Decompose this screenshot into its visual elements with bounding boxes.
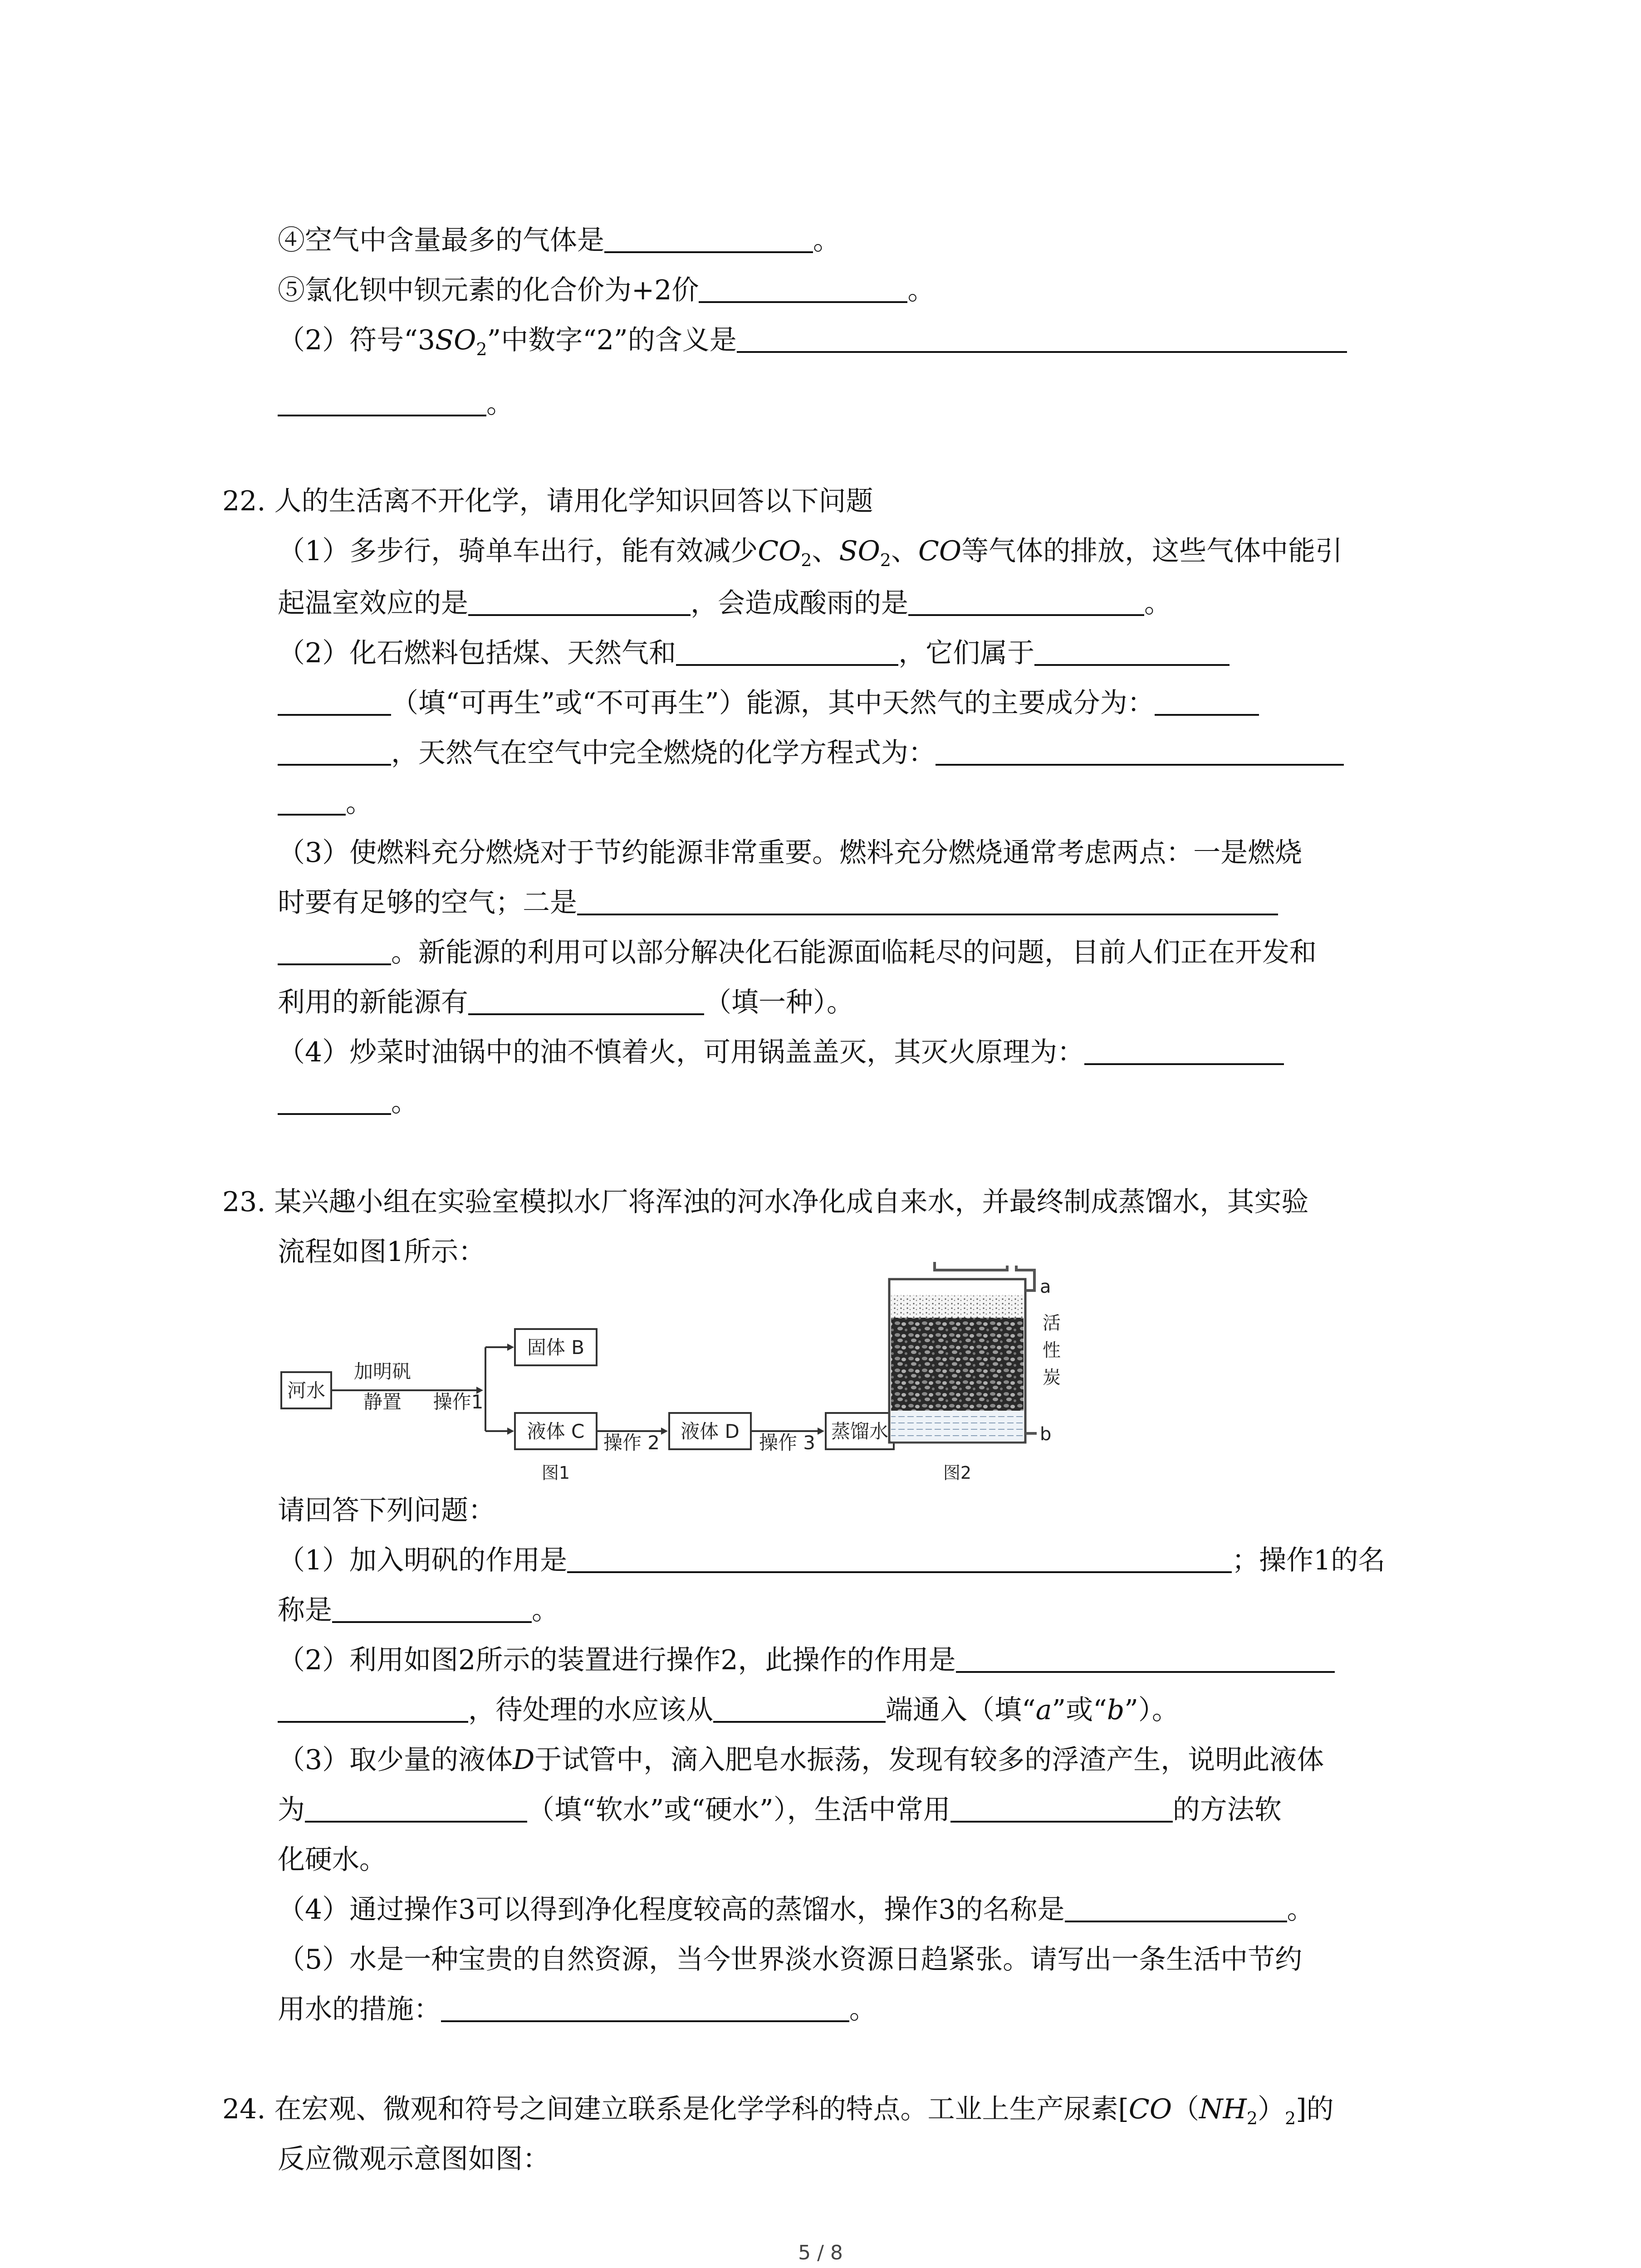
label-liquid-c: 液体 C bbox=[527, 1420, 585, 1442]
q22-p4-line2: 。 bbox=[278, 1089, 418, 1116]
answer-blank[interactable] bbox=[278, 940, 391, 965]
q22-p1-line1: （1）多步行，骑单车出行，能有效减少$CO_2$、$SO_2$、CO等气体的排放，这些气体中能引 bbox=[278, 535, 1343, 570]
q22-p2-line4: 。 bbox=[278, 789, 373, 816]
answer-blank[interactable] bbox=[1084, 1040, 1284, 1065]
answer-blank[interactable] bbox=[737, 327, 1347, 353]
label-xing: 性 bbox=[1043, 1340, 1061, 1361]
q23-p2-line1: （2）利用如图2所示的装置进行操作2，此操作的作用是 bbox=[278, 1647, 1335, 1674]
q21-part2: （2）符号“$3SO_2$”中数字“2”的含义是 bbox=[278, 327, 1347, 358]
q23-p3-line1: （3）取少量的液体D于试管中，滴入肥皂水振荡，发现有较多的浮渣产生，说明此液体 bbox=[278, 1744, 1324, 1776]
q23-ask: 请回答下列问题： bbox=[278, 1495, 495, 1526]
answer-blank[interactable] bbox=[567, 1548, 1232, 1573]
label-river: 河水 bbox=[287, 1379, 326, 1402]
label-add-alum: 加明矾 bbox=[353, 1360, 411, 1383]
q23-stem-line1: 23. 某兴趣小组在实验室模拟水厂将浑浊的河水净化成自来水，并最终制成蒸馏水，其实验 bbox=[222, 1186, 1309, 1218]
label-op2: 操作 2 bbox=[603, 1432, 660, 1454]
answer-blank[interactable] bbox=[699, 278, 907, 303]
q22-p1-line2: 起温室效应的是 ，会造成酸雨的是 。 bbox=[278, 587, 1171, 619]
page-number: 5 / 8 bbox=[798, 2241, 843, 2264]
q22-p2-line3: ，天然气在空气中完全燃烧的化学方程式为： bbox=[278, 739, 1344, 767]
answer-blank[interactable] bbox=[278, 1090, 391, 1115]
q23-p4: （4）通过操作3可以得到净化程度较高的蒸馏水，操作3的名称是 。 bbox=[278, 1894, 1314, 1926]
answer-blank[interactable] bbox=[936, 740, 1344, 766]
answer-blank[interactable] bbox=[278, 740, 391, 766]
q21-item4: ④空气中含量最多的气体是 。 bbox=[278, 225, 840, 256]
q23-p1-line2: 称是 。 bbox=[278, 1594, 559, 1626]
q23-stem-line2: 流程如图1所示： bbox=[278, 1236, 486, 1268]
answer-blank[interactable] bbox=[441, 1997, 849, 2022]
label-op3: 操作 3 bbox=[759, 1432, 816, 1454]
q23-p1-line1: （1）加入明矾的作用是 ；操作1的名 bbox=[278, 1545, 1386, 1576]
figure2-carbon-filter bbox=[880, 1261, 1089, 1488]
answer-blank[interactable] bbox=[1034, 640, 1230, 666]
answer-blank[interactable] bbox=[956, 1647, 1335, 1673]
answer-blank[interactable] bbox=[1155, 690, 1259, 716]
q22-stem: 22. 人的生活离不开化学，请用化学知识回答以下问题 bbox=[222, 485, 873, 517]
q22-p3-line3: 。新能源的利用可以部分解决化石能源面临耗尽的问题，目前人们正在开发和 bbox=[278, 939, 1317, 966]
q22-p4-line1: （4）炒菜时油锅中的油不慎着火，可用锅盖盖灭，其灭火原理为： bbox=[278, 1039, 1284, 1066]
answer-blank[interactable] bbox=[713, 1697, 886, 1723]
q21-item5: ⑤氯化钡中钡元素的化合价为+2价 。 bbox=[278, 274, 935, 306]
answer-blank[interactable] bbox=[278, 391, 486, 416]
answer-blank[interactable] bbox=[278, 690, 391, 716]
answer-blank[interactable] bbox=[468, 990, 704, 1015]
q23-p2-line2: ，待处理的水应该从 端通入（填“a”或“b”）。 bbox=[278, 1696, 1179, 1724]
answer-blank[interactable] bbox=[950, 1797, 1173, 1823]
label-huo: 活 bbox=[1043, 1313, 1061, 1334]
q24-line2: 反应微观示意图如图： bbox=[278, 2143, 550, 2175]
figure2-caption: 图2 bbox=[943, 1463, 972, 1483]
label-op1: 操作1 bbox=[433, 1391, 484, 1413]
q21-part2-cont: 。 bbox=[278, 390, 514, 417]
q22-p2-line1: （2）化石燃料包括煤、天然气和 ，它们属于 bbox=[278, 640, 1230, 667]
answer-blank[interactable] bbox=[468, 591, 691, 616]
carbon-layer bbox=[891, 1318, 1024, 1411]
q23-p3-line3: 化硬水。 bbox=[278, 1844, 387, 1876]
q22-p3-line4: 利用的新能源有 （填一种）。 bbox=[278, 987, 854, 1018]
answer-blank[interactable] bbox=[908, 591, 1144, 616]
label-distilled: 蒸馏水 bbox=[831, 1420, 889, 1442]
q23-p5-line2: 用水的措施： 。 bbox=[278, 1994, 877, 2025]
q24-line1: 24. 在宏观、微观和符号之间建立联系是化学学科的特点。工业上生产尿素$[CO(NH_2)_2]$的 bbox=[222, 2093, 1334, 2128]
label-settle: 静置 bbox=[363, 1391, 402, 1413]
answer-blank[interactable] bbox=[1065, 1897, 1287, 1922]
water-layer bbox=[891, 1411, 1024, 1442]
answer-blank[interactable] bbox=[305, 1797, 527, 1823]
answer-blank[interactable] bbox=[604, 228, 813, 253]
q22-p2-line2: （填“可再生”或“不可再生”）能源，其中天然气的主要成分为： bbox=[278, 689, 1259, 717]
figure1-caption: 图1 bbox=[541, 1463, 570, 1483]
sand-layer bbox=[891, 1295, 1024, 1318]
label-solid-b: 固体 B bbox=[527, 1336, 585, 1359]
figure1-flowchart bbox=[272, 1306, 926, 1506]
label-b: b bbox=[1040, 1424, 1052, 1445]
answer-blank[interactable] bbox=[278, 790, 346, 816]
label-tan: 炭 bbox=[1043, 1367, 1061, 1388]
q22-p3-line2: 时要有足够的空气；二是 bbox=[278, 889, 1278, 916]
label-a: a bbox=[1040, 1276, 1051, 1297]
answer-blank[interactable] bbox=[332, 1598, 532, 1623]
q23-p5-line1: （5）水是一种宝贵的自然资源，当今世界淡水资源日趋紧张。请写出一条生活中节约 bbox=[278, 1944, 1303, 1975]
q22-p3-line1: （3）使燃料充分燃烧对于节约能源非常重要。燃料充分燃烧通常考虑两点：一是燃烧 bbox=[278, 837, 1303, 869]
answer-blank[interactable] bbox=[676, 640, 898, 666]
answer-blank[interactable] bbox=[577, 890, 1278, 915]
label-liquid-d: 液体 D bbox=[681, 1420, 740, 1442]
q23-p3-line2: 为 （填“软水”或“硬水”），生活中常用 的方法软 bbox=[278, 1794, 1282, 1826]
answer-blank[interactable] bbox=[278, 1697, 468, 1723]
